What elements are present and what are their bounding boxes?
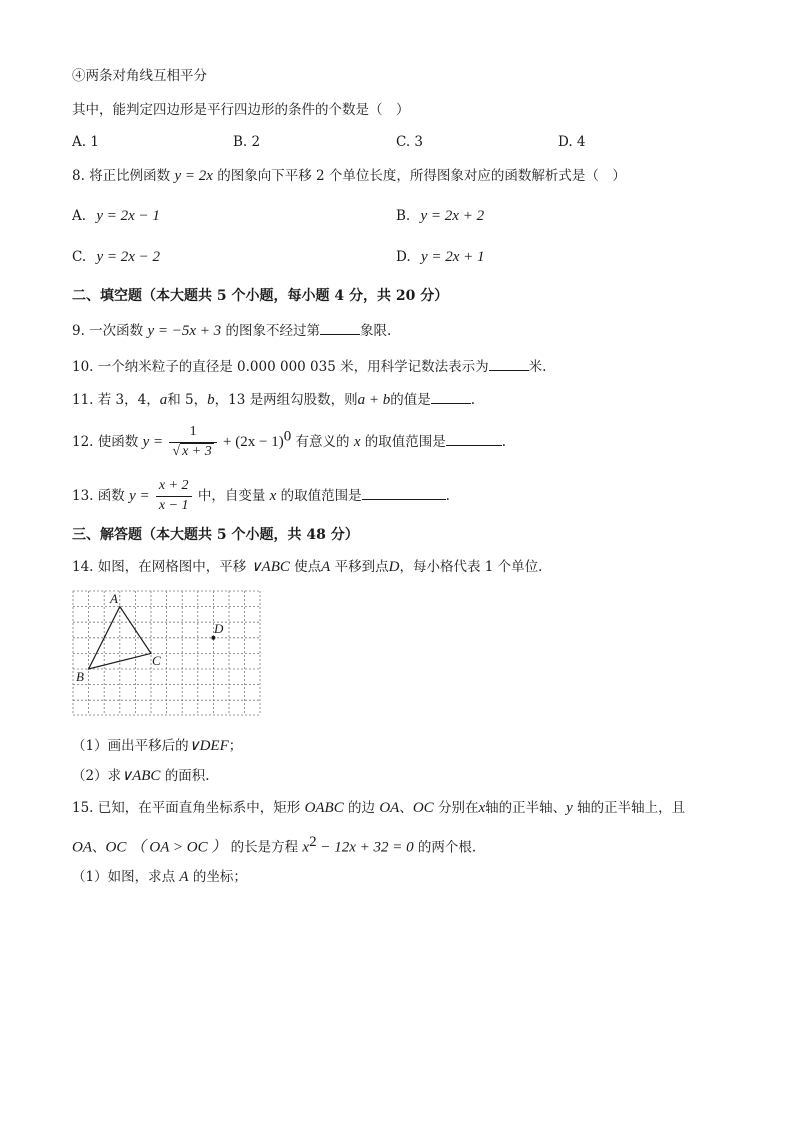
q12-blank xyxy=(446,433,502,446)
q9: 9. 一次函数 y = −5x + 3 的图象不经过第 象限. xyxy=(72,323,392,339)
q14-sub2: （2）求∨ABC 的面积. xyxy=(72,768,210,784)
q8-option-b: B. y = 2x + 2 xyxy=(396,208,485,224)
q10-blank xyxy=(489,358,529,371)
q13-fraction: $\frac{x + 2}{x - 1}$ xyxy=(156,478,192,515)
q11-blank xyxy=(431,391,471,404)
label-d: D xyxy=(214,621,224,636)
q15-line1: 15. 已知，在平面直角坐标系中，矩形 OABC 的边 OA、OC 分别在x轴的正半轴、y 轴的正半轴上，且 xyxy=(72,800,686,816)
q7-item-4: ④两条对角线互相平分 xyxy=(72,68,207,84)
label-a: A xyxy=(110,591,118,606)
q10: 10. 一个纳米粒子的直径是 0.000 000 035 米，用科学记数法表示为 米. xyxy=(72,359,547,375)
q8-function: y = 2x xyxy=(174,168,213,184)
q14-stem: 14. 如图，在网格图中，平移 ∨ABC 使点A 平移到点D，每小格代表 1 个单位. xyxy=(72,559,543,575)
q8-option-c: C. y = 2x − 2 xyxy=(72,249,160,265)
q7-option-c: C. 3 xyxy=(396,134,424,150)
section-2-heading: 二、填空题（本大题共 5 个小题，每小题 4 分，共 20 分） xyxy=(72,288,449,304)
grid-lines xyxy=(73,591,260,715)
q14-sub1: （1）画出平移后的∨DEF； xyxy=(72,738,243,754)
q15-sub1: （1）如图，求点 A 的坐标； xyxy=(72,869,247,885)
label-c: C xyxy=(152,653,161,668)
q8-option-a: A. y = 2x − 1 xyxy=(72,208,160,224)
q11: 11. 若 3，4，a和 5，b，13 是两组勾股数，则a + b的值是 . xyxy=(72,392,476,408)
q8-stem: 8. 将正比例函数 y = 2x 的图象向下平移 2 个单位长度，所得图象对应的函数解析式是（ ） xyxy=(72,168,626,184)
q13: 13. 函数 y = $\frac{x + 2}{x - 1}$ 中，自变量 x 的取值范围是 . xyxy=(72,478,450,513)
q7-option-a: A. 1 xyxy=(72,134,99,150)
grid-figure xyxy=(72,590,262,716)
q7-option-b: B. 2 xyxy=(233,134,261,150)
q12-fraction: $\frac{1}{√ x + 3}$ xyxy=(169,424,216,461)
section-3-heading: 三、解答题（本大题共 5 个小题，共 48 分） xyxy=(72,527,359,543)
q7-option-d: D. 4 xyxy=(558,134,586,150)
q7-stem: 其中，能判定四边形是平行四边形的条件的个数是（ ） xyxy=(72,102,410,118)
q15-line2: OA、OC （ OA > OC ） 的长是方程 $x^2 - 12x + 32 = 0$ 的两个根. xyxy=(72,834,477,856)
point-d xyxy=(211,636,215,640)
label-b: B xyxy=(76,669,84,684)
q13-blank xyxy=(362,487,446,500)
q8-option-d: D. y = 2x + 1 xyxy=(396,249,485,265)
q9-blank xyxy=(320,322,360,335)
q12: 12. 使函数 y = $\frac{1}{√ x + 3}$ + $(2x - 1)^0$ 有意义的 x 的取值范围是 . xyxy=(72,424,507,459)
